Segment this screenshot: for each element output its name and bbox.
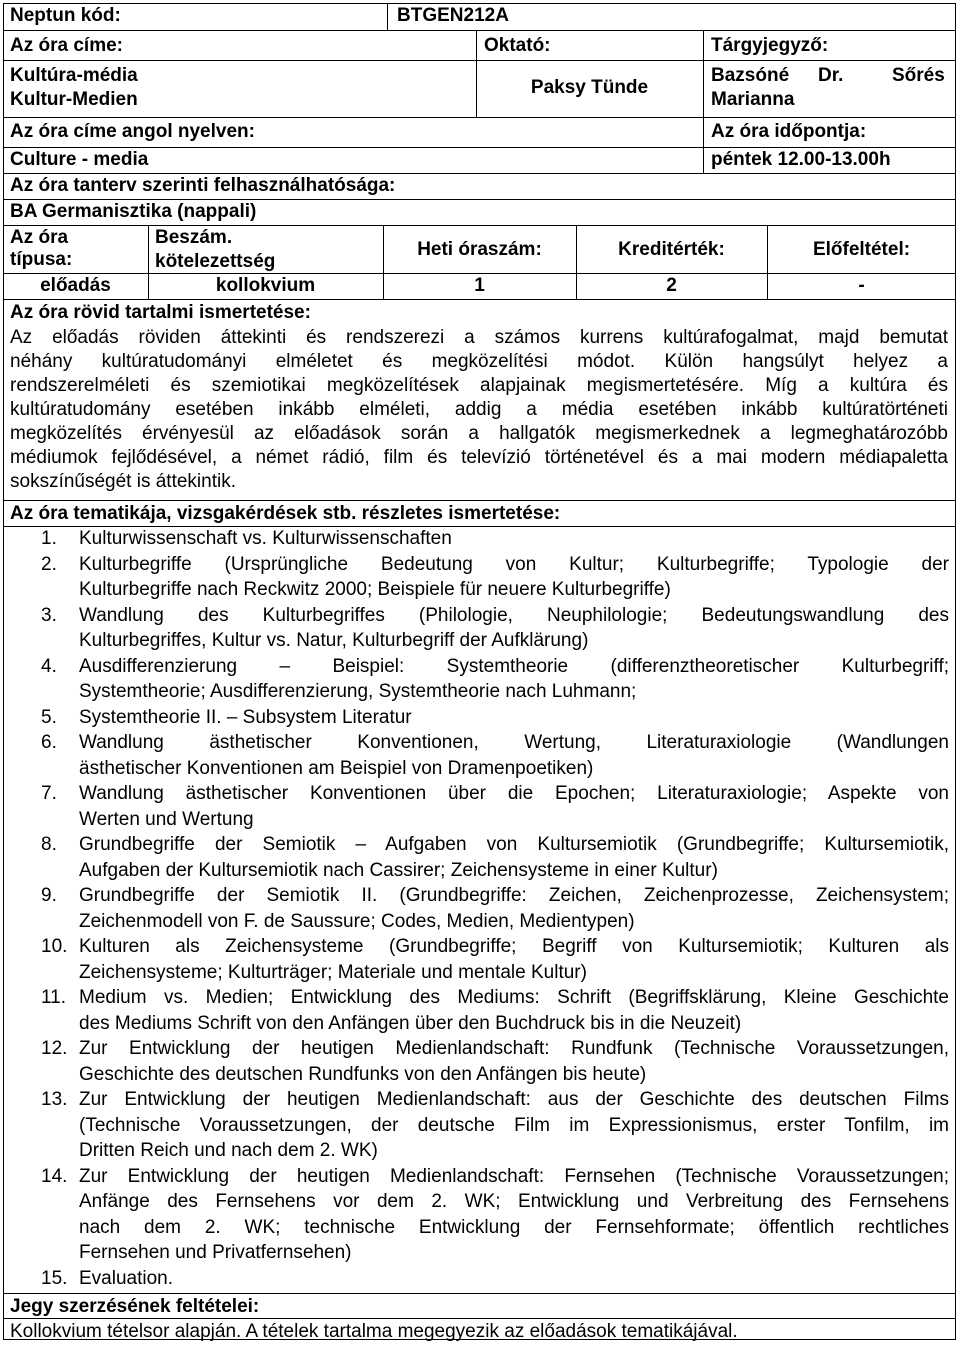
credit-value: 2: [666, 275, 677, 296]
topic-item: [0, 832, 960, 883]
topic-line: Aufgaben der Kultursemiotik nach Cassirer; Zeichensysteme in einer Kultur): [79, 859, 718, 881]
topic-line: Evaluation.: [79, 1267, 174, 1289]
summary-line: rendszerelméleti és szemiotikai megközelítések alapjainak megismertetésére. Míg a kultúra és: [10, 375, 948, 396]
topic-line: Kulturbegriffes, Kultur vs. Natur, Kulturbegriff der Aufklärung): [79, 630, 589, 651]
row-divider: [3, 117, 956, 118]
row-divider: [3, 299, 956, 300]
summary-line: Az előadás röviden áttekinti és rendszerezi a számos kurrens kultúrafogalmat, majd bemutat: [10, 327, 948, 348]
topic-text: [79, 730, 949, 781]
topic-line: Zur Entwicklung der heutigen Medienlandschaft: Rundfunk (Technische Voraussetzungen,: [79, 1038, 949, 1059]
topic-text: [79, 832, 949, 883]
topic-line: Kulturwissenschaft vs. Kulturwissenschaften: [79, 528, 452, 549]
topic-text: [79, 603, 949, 654]
topic-line: Grundbegriffe der Semiotik II. (Grundbegriffe: Zeichen, Zeichenprozesse, Zeichensystem;: [79, 885, 949, 906]
row-divider: [3, 1293, 956, 1294]
topic-line: Medium vs. Medien; Entwicklung des Mediums: Schrift (Begriffsklärung, Kleine Geschichte: [79, 987, 949, 1008]
course-title-de: Kultur-Medien: [10, 89, 138, 110]
topic-line: nach dem 2. WK; technische Entwicklung der Fernsehformate; öffentlich rechtliches: [79, 1216, 949, 1238]
topic-number: 11.: [41, 987, 67, 1008]
topic-line: Geschichte des deutschen Rundfunks von den Anfängen bis heute): [79, 1063, 647, 1085]
credit-label: Kreditérték:: [618, 239, 725, 260]
topic-number: 8.: [41, 834, 57, 855]
topic-line: Wandlung ästhetischer Konventionen über die Epochen; Literaturaxiologie; Aspekte von: [79, 783, 949, 804]
topic-item: [0, 552, 960, 603]
registrar-label: Tárgyjegyző:: [711, 35, 829, 56]
course-type-label-2: típusa:: [10, 249, 73, 270]
topic-line: Systemtheorie; Ausdifferenzierung, Systemtheorie nach Luhmann;: [79, 681, 637, 702]
registrar-name-part-1: Bazsóné: [711, 65, 790, 86]
summary-line: megközelítés érvényesül az előadások során a hallgatók megismerkednek a legmeghatározóbb: [10, 423, 948, 444]
topic-number: 4.: [41, 655, 57, 677]
topic-item: [0, 985, 960, 1036]
topic-line: Kulturbegriffe (Ursprüngliche Bedeutung von Kultur; Kulturbegriffe; Typologie der: [79, 553, 949, 575]
topic-text: [79, 705, 949, 731]
topic-line: (Technische Voraussetzungen, der deutsche Film im Expressionismus, erster Tonfilm, im: [79, 1114, 949, 1136]
english-title: Culture - media: [10, 149, 149, 170]
topic-number: 12.: [41, 1038, 68, 1059]
topic-item: [0, 1087, 960, 1164]
topic-number: 15.: [41, 1267, 68, 1289]
registrar-name-line-2: Marianna: [711, 89, 795, 110]
topic-line: Ausdifferenzierung – Beispiel: Systemtheorie (differenztheoretischer Kulturbegriff;: [79, 655, 949, 677]
column-divider: [476, 30, 477, 117]
topic-number: 7.: [41, 783, 57, 804]
prerequisite-value: -: [858, 275, 865, 296]
registrar-name-part-3: Sőrés: [892, 65, 945, 86]
topic-line: Fernsehen und Privatfernsehen): [79, 1242, 352, 1263]
topic-item: [0, 883, 960, 934]
topic-line: Zur Entwicklung der heutigen Medienlandschaft: Fernsehen (Technische Voraussetzungen;: [79, 1165, 949, 1187]
prerequisite-label: Előfeltétel:: [812, 239, 911, 260]
topic-text: [79, 654, 949, 705]
weekly-hours-value: 1: [474, 275, 485, 296]
row-divider: [3, 60, 956, 61]
curriculum-usability: BA Germanisztika (nappali): [10, 201, 257, 222]
registrar-name-part-2: Dr.: [818, 65, 844, 86]
topic-item: [0, 705, 960, 731]
topic-line: Wandlung ästhetischer Konventionen, Wertung, Literaturaxiologie (Wandlungen: [79, 732, 949, 753]
topic-number: 5.: [41, 706, 57, 728]
summary-line: néhány kultúratudományi elméletet és megközelítési módot. Külön hangsúlyt helyez a: [10, 351, 948, 372]
topic-text: [79, 552, 949, 603]
row-divider: [3, 500, 956, 501]
topic-item: [0, 654, 960, 705]
topic-line: Zeichenmodell von F. de Saussure; Codes, Medien, Medientypen): [79, 910, 635, 932]
topic-text: [79, 1087, 949, 1164]
topic-line: des Mediums Schrift von den Anfängen über den Buchdruck bis in die Neuzeit): [79, 1012, 742, 1034]
exam-requirement-label-2: kötelezettség: [155, 251, 276, 272]
topic-line: Dritten Reich und nach dem 2. WK): [79, 1140, 378, 1161]
topic-item: [0, 603, 960, 654]
topic-number: 9.: [41, 885, 57, 906]
column-divider: [387, 3, 388, 30]
neptun-code-value: BTGEN212A: [397, 5, 509, 26]
row-divider: [3, 225, 956, 226]
topic-item: [0, 1266, 960, 1292]
topic-line: Anfänge des Fernsehens vor dem 2. WK; Entwicklung und Verbreitung des Fernsehens: [79, 1191, 949, 1212]
topic-line: Zeichensysteme; Kulturträger; Materiale und mentale Kultur): [79, 961, 587, 983]
topic-line: Kulturbegriffe nach Reckwitz 2000; Beispiele für neuere Kulturbegriffe): [79, 579, 671, 600]
summary-line: kultúratudomány esetében inkább elméleti, addig a média esetében inkább kultúratörténeti: [10, 399, 948, 420]
english-title-label: Az óra címe angol nyelven:: [10, 121, 255, 142]
topic-line: ästhetischer Konventionen am Beispiel von Dramenpoetiken): [79, 757, 594, 779]
course-title-hu: Kultúra-média: [10, 65, 138, 86]
summary-line: sokszínűségét is áttekintik.: [10, 471, 236, 492]
topic-text: [79, 1266, 949, 1292]
topic-line: Systemtheorie II. – Subsystem Literatur: [79, 706, 412, 728]
topic-item: [0, 934, 960, 985]
summary-line: médiumok fejlődésével, a német rádió, film és televízió történetével és a mai modern médiapaletta: [10, 447, 948, 468]
topic-number: 2.: [41, 553, 57, 575]
topic-item: [0, 1164, 960, 1266]
topic-text: [79, 934, 949, 985]
course-type-label-1: Az óra: [10, 227, 69, 248]
teacher-name: Paksy Tünde: [530, 77, 649, 98]
topic-number: 3.: [41, 604, 57, 626]
topic-number: 10.: [41, 936, 68, 957]
topic-number: 13.: [41, 1089, 68, 1110]
topic-item: [0, 781, 960, 832]
topic-text: [79, 1036, 949, 1087]
topic-item: [0, 526, 960, 552]
exam-requirement-value: kollokvium: [215, 275, 316, 296]
topic-line: Grundbegriffe der Semiotik – Aufgaben von Kultursemiotik (Grundbegriffe; Kultursemiotik,: [79, 834, 949, 855]
topic-number: 6.: [41, 732, 57, 753]
column-divider: [703, 30, 704, 173]
grading-text: Kollokvium tételsor alapján. A tételek tartalma megegyezik az előadások tematikájával.: [10, 1321, 738, 1342]
row-divider: [3, 30, 956, 31]
topic-text: [79, 526, 949, 552]
summary-label: Az óra rövid tartalmi ismertetése:: [10, 302, 311, 323]
course-time: péntek 12.00-13.00h: [711, 149, 891, 170]
topic-text: [79, 985, 949, 1036]
topic-line: Kulturen als Zeichensysteme (Grundbegriffe; Begriff von Kultursemiotik; Kulturen als: [79, 936, 949, 957]
summary-text: [10, 326, 948, 494]
topics-label: Az óra tematikája, vizsgakérdések stb. részletes ismertetése:: [10, 503, 561, 524]
teacher-label: Oktató:: [484, 35, 551, 56]
topic-item: [0, 730, 960, 781]
exam-requirement-label-1: Beszám.: [155, 227, 233, 248]
topic-number: 1.: [41, 528, 57, 549]
topic-line: Zur Entwicklung der heutigen Medienlandschaft: aus der Geschichte des deutschen Films: [79, 1089, 949, 1110]
topic-number: 14.: [41, 1165, 68, 1187]
topic-text: [79, 883, 949, 934]
topic-line: Werten und Wertung: [79, 808, 254, 830]
course-type-value: előadás: [40, 275, 111, 296]
weekly-hours-label: Heti óraszám:: [417, 239, 542, 260]
neptun-code-label: Neptun kód:: [10, 5, 121, 26]
curriculum-usability-label: Az óra tanterv szerinti felhasználhatósága:: [10, 175, 396, 196]
topic-text: [79, 781, 949, 832]
topic-line: Wandlung des Kulturbegriffes (Philologie, Neuphilologie; Bedeutungswandlung des: [79, 604, 949, 626]
topic-text: [79, 1164, 949, 1266]
course-title-label: Az óra címe:: [10, 35, 123, 56]
topic-item: [0, 1036, 960, 1087]
grading-label: Jegy szerzésének feltételei:: [10, 1296, 260, 1317]
course-time-label: Az óra időpontja:: [711, 121, 867, 142]
